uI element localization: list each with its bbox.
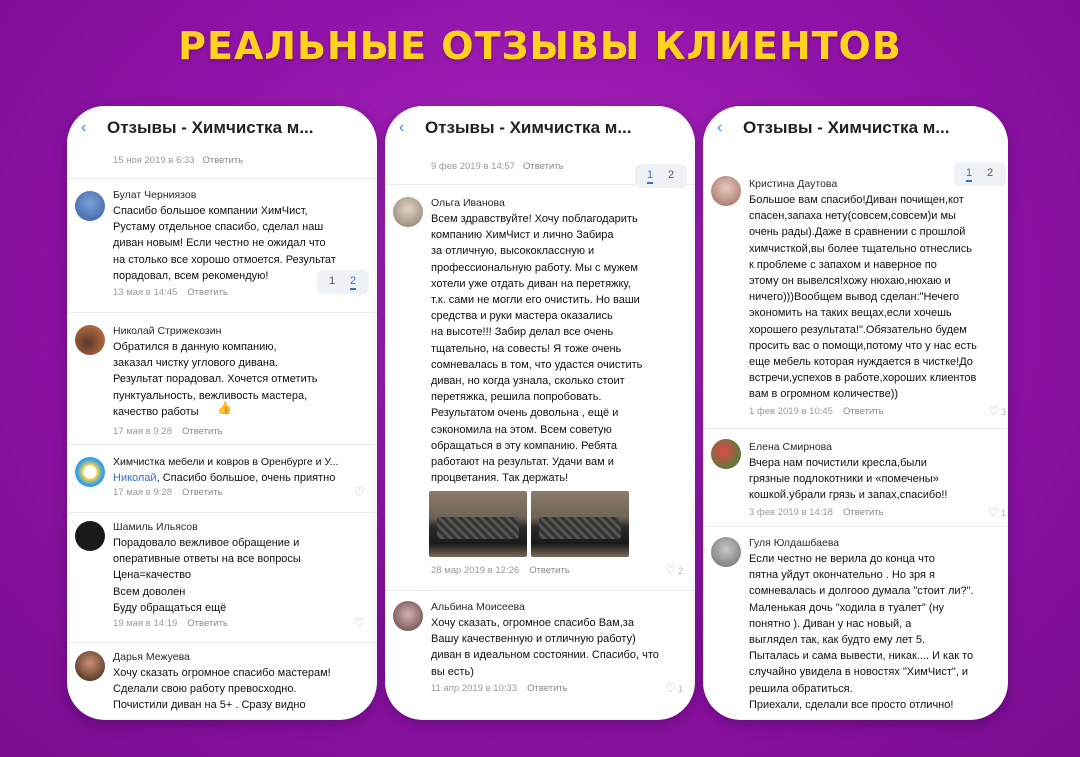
review-item bbox=[703, 428, 1008, 525]
community-name[interactable]: Химчистка мебели и ковров в Оренбурге и У... bbox=[113, 456, 339, 468]
like-icon[interactable]: ♡ 3 bbox=[988, 404, 1006, 418]
review-meta: 17 мая в 9:28 Ответить bbox=[113, 487, 223, 498]
back-arrow-icon[interactable]: ‹ bbox=[81, 119, 87, 136]
page-2-button[interactable]: 2 bbox=[350, 275, 356, 290]
reply-link[interactable]: Ответить bbox=[842, 406, 884, 417]
avatar bbox=[393, 197, 423, 227]
avatar bbox=[75, 521, 105, 551]
review-text: Спасибо большое компании ХимЧист, Рустаму отдельное спасибо, сделал наш диван новым! Если честно не ожидал что на столько все хорошо отмоется. Результат порадовал, всем рекомендую! bbox=[113, 205, 336, 282]
pagination bbox=[317, 270, 369, 294]
review-item bbox=[67, 642, 377, 720]
review-text: Если честно не верила до конца что пятна уйдут окончательно . Но зря я сомневалась и долгооо думала "стоит ли?". Маленькая дочь "ходила в туалет" (ну понятно ). Диван у нас новый, а выглядел так, как будто ему лет 5. Пыталась и сама вывести, никак.... И как то случайно увидела в новостях "ХимЧист", и решила обратиться. Приехали, сделали все просто отлично! bbox=[749, 553, 974, 711]
back-arrow-icon[interactable]: ‹ bbox=[717, 119, 723, 136]
reviews-feed bbox=[703, 106, 1008, 720]
review-meta: 17 мая в 9:28 Ответить bbox=[113, 426, 223, 437]
avatar bbox=[711, 439, 741, 469]
sofa-photo-2[interactable] bbox=[531, 491, 629, 557]
review-item bbox=[703, 526, 1008, 717]
review-item bbox=[385, 590, 695, 701]
like-icon[interactable]: ♡ 1 bbox=[988, 505, 1006, 519]
avatar bbox=[711, 176, 741, 206]
phone-screenshot-2 bbox=[385, 106, 695, 720]
reply-link[interactable]: Ответить bbox=[522, 161, 564, 172]
like-icon[interactable]: ♡ 2 bbox=[665, 563, 683, 577]
mention-link[interactable]: Николай bbox=[113, 472, 157, 484]
reviewer-name[interactable]: Николай Стрижекозин bbox=[113, 325, 222, 337]
page-title: Отзывы - Химчистка м... bbox=[425, 118, 632, 137]
avatar bbox=[711, 537, 741, 567]
like-icon[interactable]: ♡ bbox=[354, 485, 365, 499]
back-arrow-icon[interactable]: ‹ bbox=[399, 119, 405, 136]
reply-link[interactable]: Ответить bbox=[842, 507, 884, 518]
review-text: Хочу сказать огромное спасибо мастерам! Сделали свою работу превосходно. Почистили диван на 5+ . Сразу видно bbox=[113, 667, 331, 712]
reviewer-name[interactable]: Гуля Юлдашбаева bbox=[749, 537, 840, 549]
reply-link[interactable]: Ответить bbox=[181, 426, 223, 437]
review-meta: 3 фев 2019 в 14:18 Ответить bbox=[749, 507, 884, 518]
page-title: Отзывы - Химчистка м... bbox=[743, 118, 950, 137]
app-header bbox=[385, 106, 695, 154]
thumbs-up-icon: 👍 bbox=[217, 401, 232, 415]
post-meta: 9 фев 2019 в 14:57 Ответить bbox=[431, 161, 564, 172]
review-meta: 11 апр 2019 в 10:33 Ответить bbox=[431, 683, 568, 694]
review-text: Большое вам спасибо!Диван почищен,кот спасен,запаха нету(совсем,совсем)и мы очень рады).Даже в сравнении с прошлой химчисткой,вы более тщательно отнеслись к проблеме с запахом и наверное по этому он вывелся!хожу нюхаю,нюхаю и ничего)))Вообщем вывод сделан:"Нечего экономить на таких вещах,если хочешь хорошего результата!".Обязательно будем просить вас о помощи,потому что у нас есть еще мебель которая нуждается в чистке!До встречи,успехов в работе,хороших клиентов вам в огромном количестве)) bbox=[749, 194, 977, 401]
review-text: Всем здравствуйте! Хочу поблагодарить компанию ХимЧист и лично Забира за отличную, высококлассную и профессиональную работу. Мы с мужем хотели уже отдать диван на перетяжку, т.к. сами не могли его очистить. Но ваши средства и руки мастера оказались на высоте!!! Забир делал все очень тщательно, на совесть! Я тоже очень сомневалась в том, что удастся очистить диван, но когда узнала, сколько стоит перетяжка, решила попробовать. Результатом очень довольна , ещё и сэкономила на этом. Всем советую обращаться в эту компанию. Ребята работают на результат. Удачи вам и процветания. Так держать! bbox=[431, 213, 643, 485]
headline: РЕАЛЬНЫЕ ОТЗЫВЫ КЛИЕНТОВ bbox=[178, 24, 902, 68]
review-item bbox=[67, 444, 377, 507]
reply-link[interactable]: Ответить bbox=[181, 487, 223, 498]
review-meta: 28 мар 2019 в 12:26 Ответить bbox=[431, 565, 570, 576]
page-title: Отзывы - Химчистка м... bbox=[107, 118, 314, 137]
reviewer-name[interactable]: Кристина Даутова bbox=[749, 178, 838, 190]
page-2-button[interactable]: 2 bbox=[987, 167, 994, 179]
reviewer-name[interactable]: Ольга Иванова bbox=[431, 197, 505, 209]
avatar bbox=[75, 651, 105, 681]
review-item bbox=[703, 168, 1008, 428]
page-1-button[interactable]: 1 bbox=[966, 167, 972, 182]
phone-screenshot-1 bbox=[67, 106, 377, 720]
reply-link[interactable]: Ответить bbox=[527, 683, 568, 694]
reply-link[interactable]: Ответить bbox=[529, 565, 570, 576]
reviewer-name[interactable]: Дарья Межуева bbox=[113, 651, 190, 663]
community-avatar bbox=[75, 457, 105, 487]
review-meta: 1 фев 2019 в 10:45 Ответить bbox=[749, 406, 884, 417]
reviewer-name[interactable]: Булат Черниязов bbox=[113, 189, 197, 201]
like-icon[interactable]: ♡ bbox=[354, 616, 365, 630]
reviews-feed bbox=[385, 106, 695, 720]
reviewer-name[interactable]: Шамиль Ильясов bbox=[113, 521, 198, 533]
app-header bbox=[703, 106, 1008, 154]
review-item bbox=[67, 512, 377, 639]
review-item bbox=[385, 184, 695, 577]
phone-screenshot-3 bbox=[703, 106, 1008, 720]
page-1-button[interactable]: 1 bbox=[647, 169, 653, 184]
avatar bbox=[393, 601, 423, 631]
review-text: Вчера нам почистили кресла,были грязные подлокотники и «помечены» кошкой.убрали грязь и запах,спасибо!! bbox=[749, 457, 948, 502]
review-text: Порадовало вежливое обращение и оперативные ответы на все вопросы Цена=качество Всем доволен Буду обращаться ещё bbox=[113, 537, 301, 614]
pagination bbox=[635, 164, 687, 188]
reply-link[interactable]: Ответить bbox=[202, 155, 244, 166]
page-2-button[interactable]: 2 bbox=[668, 169, 675, 181]
avatar bbox=[75, 191, 105, 221]
review-item bbox=[67, 312, 377, 439]
reviewer-name[interactable]: Альбина Моисеева bbox=[431, 601, 525, 613]
reply-link[interactable]: Ответить bbox=[187, 287, 228, 298]
reviews-feed bbox=[67, 106, 377, 720]
review-text: Хочу сказать, огромное спасибо Вам,за Вашу качественную и отличную работу) диван в идеальном состоянии. Спасибо, что вы есть) bbox=[431, 617, 659, 678]
pagination bbox=[954, 162, 1006, 186]
post-meta: 15 ноя 2019 в 6:33 Ответить bbox=[113, 155, 244, 166]
like-icon[interactable]: ♡ 1 bbox=[665, 681, 683, 695]
avatar bbox=[75, 325, 105, 355]
review-meta: 19 мая в 14:19 Ответить bbox=[113, 618, 228, 629]
reply-text: Николай, Спасибо большое, очень приятно bbox=[113, 472, 336, 484]
sofa-photo-1[interactable] bbox=[429, 491, 527, 557]
reply-link[interactable]: Ответить bbox=[187, 618, 228, 629]
app-header bbox=[67, 106, 377, 154]
reviewer-name[interactable]: Елена Смирнова bbox=[749, 441, 832, 453]
review-text: Обратился в данную компанию, заказал чистку углового дивана. Результат порадовал. Хочется отметить пунктуальность, вежливость мастера, качество работы bbox=[113, 341, 318, 418]
review-meta: 13 мая в 14:45 Ответить bbox=[113, 287, 228, 298]
page-1-button[interactable]: 1 bbox=[329, 275, 336, 287]
